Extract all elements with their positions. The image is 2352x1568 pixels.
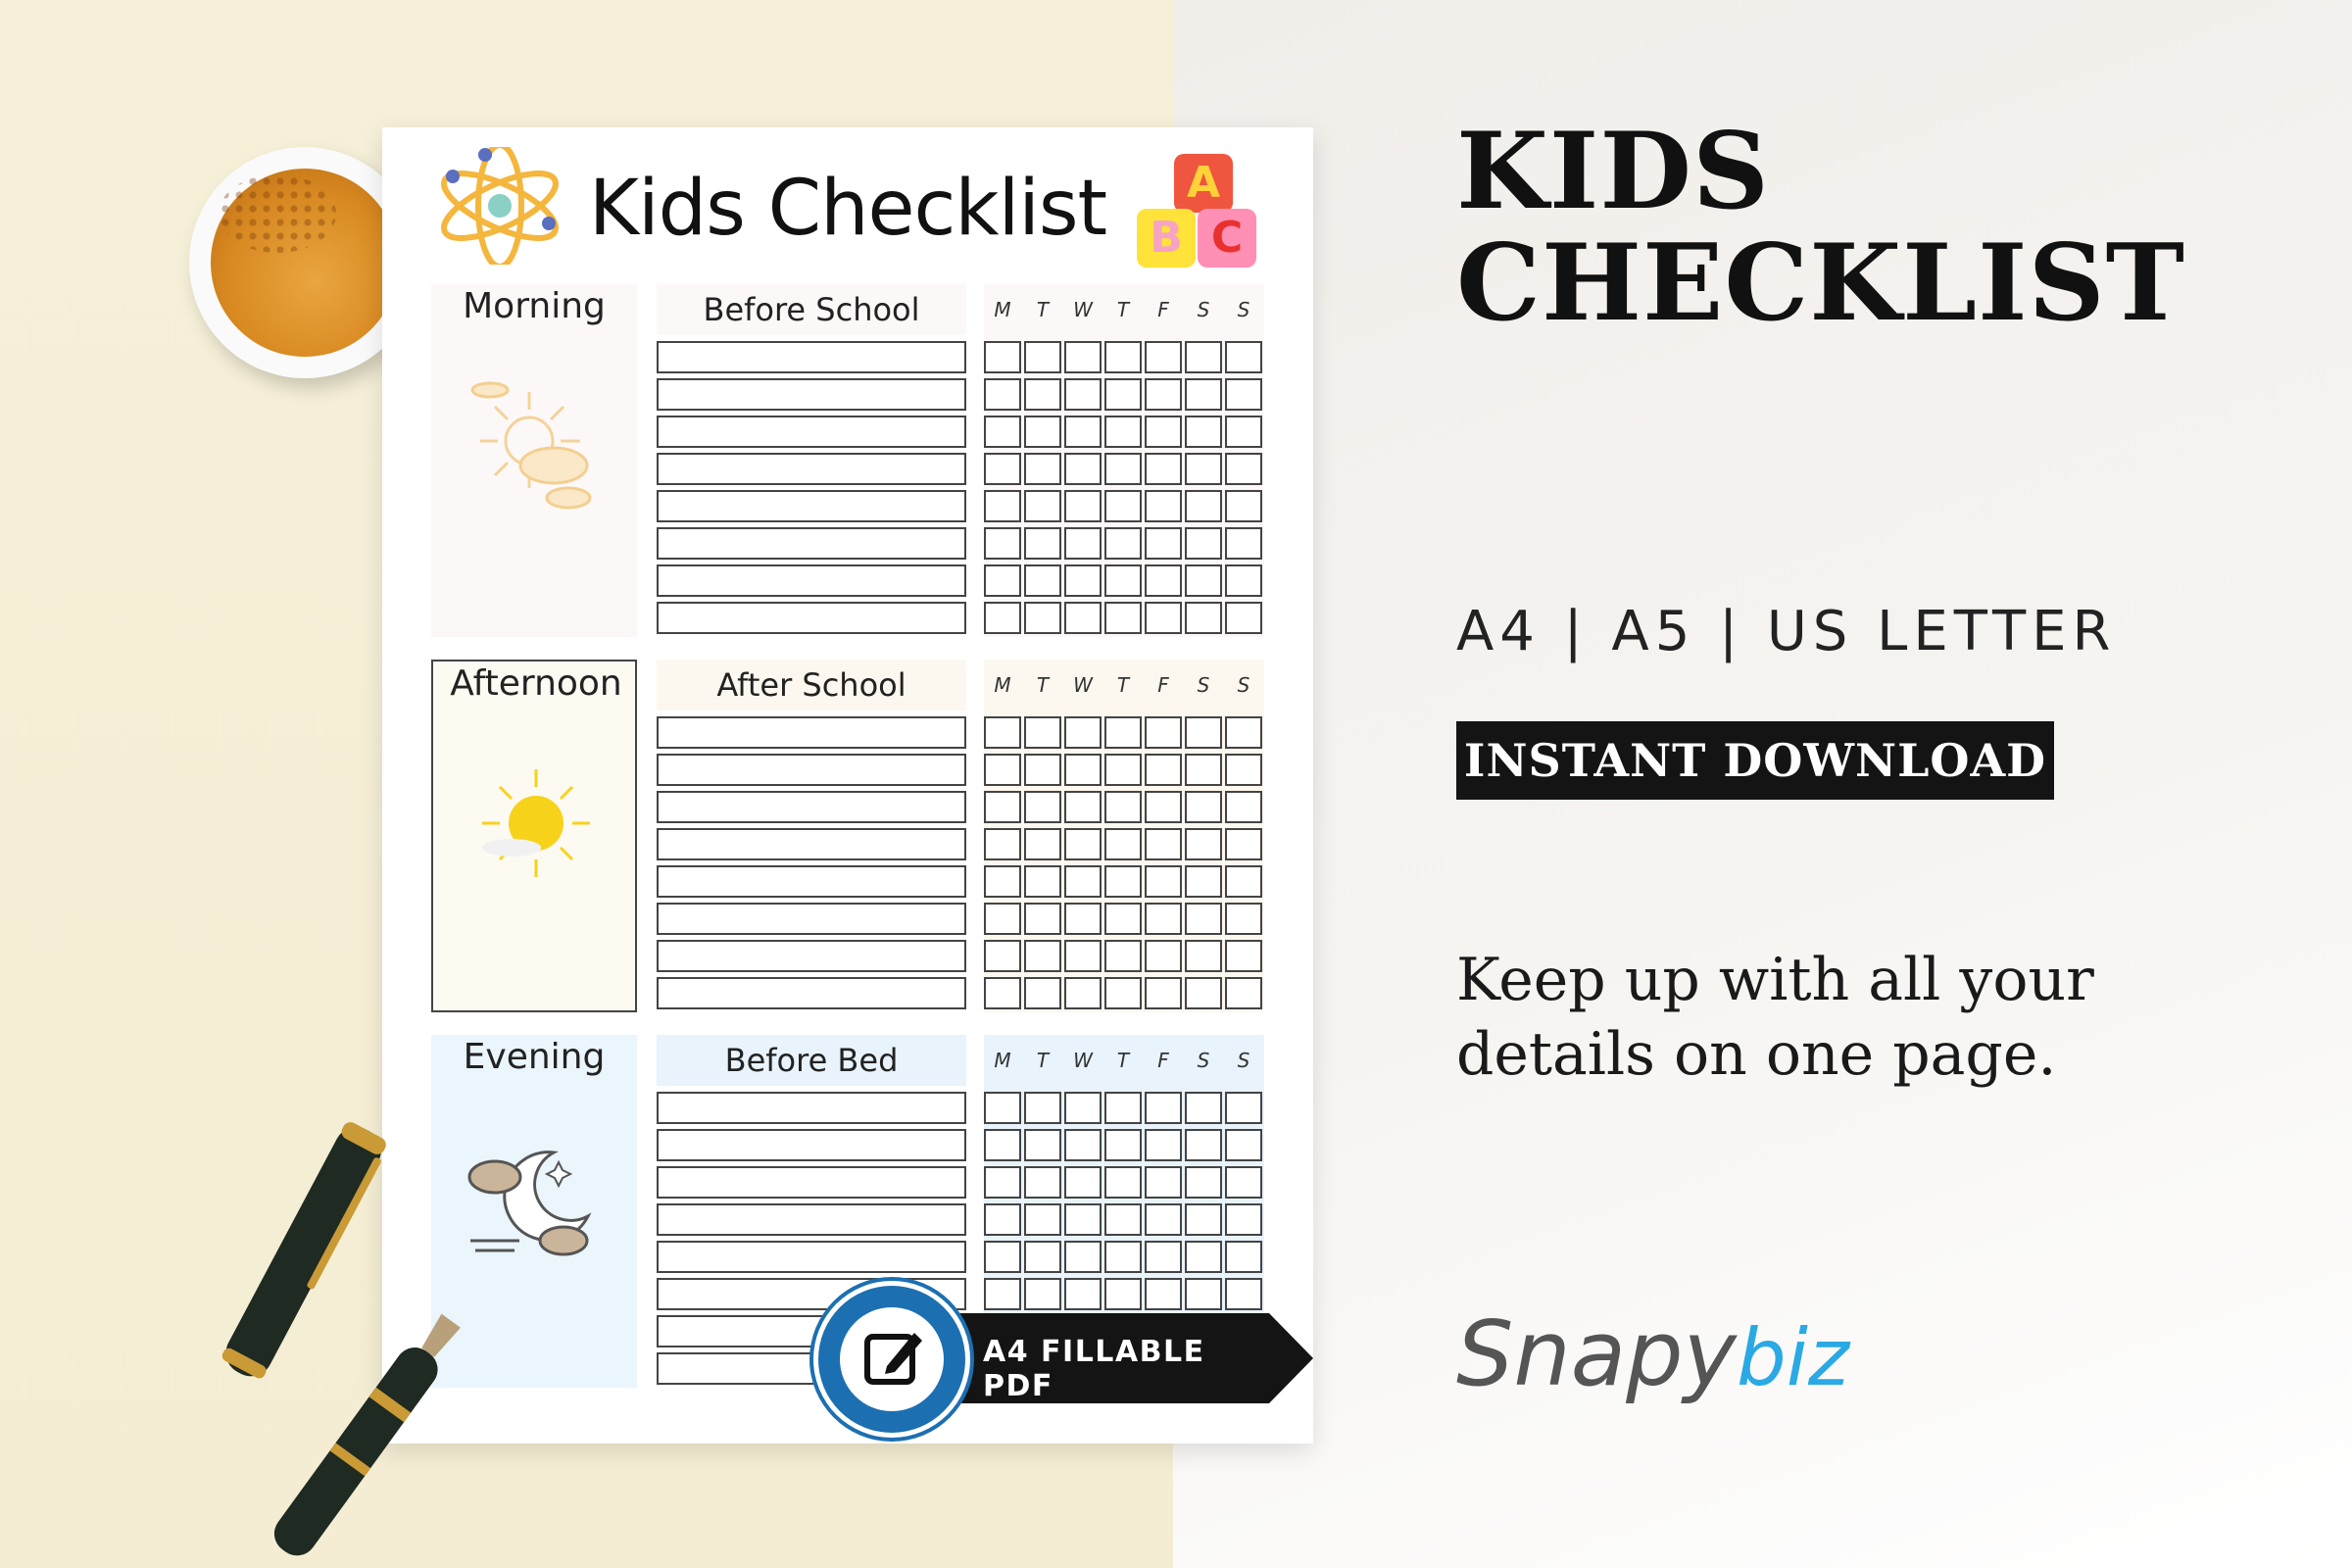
task-column-header: After School	[657, 660, 966, 710]
day-checkbox[interactable]	[1024, 1129, 1061, 1161]
day-checkbox[interactable]	[1104, 564, 1142, 597]
day-checkbox[interactable]	[1185, 754, 1222, 786]
day-checkbox[interactable]	[1024, 341, 1061, 373]
day-checkbox[interactable]	[1145, 1166, 1182, 1199]
day-checkbox[interactable]	[1064, 341, 1102, 373]
day-checkbox[interactable]	[1064, 940, 1102, 972]
day-checkbox[interactable]	[1145, 490, 1182, 522]
day-checkbox[interactable]	[1064, 903, 1102, 935]
day-checkbox[interactable]	[1064, 1166, 1102, 1199]
day-checkbox[interactable]	[984, 378, 1021, 411]
day-checkbox[interactable]	[1145, 791, 1182, 823]
day-checkbox[interactable]	[1145, 716, 1182, 749]
day-checkbox[interactable]	[1024, 1166, 1061, 1199]
day-checkbox[interactable]	[1225, 940, 1262, 972]
sun-clouds-icon	[461, 372, 608, 519]
day-checkbox[interactable]	[1024, 1278, 1061, 1310]
day-header: T	[1116, 673, 1130, 697]
day-checkbox[interactable]	[1145, 378, 1182, 411]
day-checkbox[interactable]	[1024, 754, 1061, 786]
day-checkbox-grid	[984, 284, 1264, 637]
section-label-panel	[431, 660, 637, 1012]
day-checkbox[interactable]	[1225, 490, 1262, 522]
day-checkbox[interactable]	[1064, 1203, 1102, 1236]
day-checkbox[interactable]	[1145, 754, 1182, 786]
badge-seal-inner	[840, 1307, 944, 1411]
day-checkbox[interactable]	[1104, 453, 1142, 485]
day-checkbox[interactable]	[984, 1166, 1021, 1199]
day-header: F	[1157, 298, 1169, 321]
day-checkbox[interactable]	[1145, 453, 1182, 485]
day-checkbox[interactable]	[1064, 977, 1102, 1009]
day-checkbox[interactable]	[1064, 1129, 1102, 1161]
abc-blocks-icon	[1137, 152, 1264, 270]
day-header: S	[1197, 673, 1210, 697]
task-field[interactable]	[657, 453, 966, 485]
day-checkbox[interactable]	[1225, 527, 1262, 560]
day-checkbox[interactable]	[984, 490, 1021, 522]
day-header: S	[1197, 298, 1210, 321]
day-header: M	[994, 298, 1011, 321]
day-checkbox[interactable]	[1185, 490, 1222, 522]
day-header: W	[1073, 1049, 1093, 1072]
task-field[interactable]	[657, 828, 966, 860]
task-field[interactable]	[657, 1129, 966, 1161]
day-checkbox[interactable]	[1104, 527, 1142, 560]
task-field[interactable]	[657, 940, 966, 972]
day-checkbox[interactable]	[1104, 791, 1142, 823]
day-checkbox[interactable]	[1104, 1278, 1142, 1310]
day-checkbox[interactable]	[1104, 828, 1142, 860]
day-checkbox[interactable]	[1225, 378, 1262, 411]
day-checkbox[interactable]	[1225, 341, 1262, 373]
day-checkbox[interactable]	[1145, 341, 1182, 373]
day-checkbox[interactable]	[1104, 903, 1142, 935]
task-field[interactable]	[657, 865, 966, 898]
day-checkbox[interactable]	[1145, 977, 1182, 1009]
block-a: A	[1174, 154, 1233, 213]
day-checkbox[interactable]	[1104, 490, 1142, 522]
day-checkbox[interactable]	[984, 828, 1021, 860]
sun-icon	[463, 750, 610, 897]
task-column	[657, 660, 966, 1012]
day-checkbox[interactable]	[1185, 865, 1222, 898]
day-checkbox[interactable]	[984, 903, 1021, 935]
checklist-document	[382, 127, 1313, 1444]
day-checkbox[interactable]	[1185, 602, 1222, 634]
task-field[interactable]	[657, 977, 966, 1009]
tagline	[1456, 943, 2201, 1092]
day-checkbox[interactable]	[1225, 416, 1262, 448]
day-checkbox[interactable]	[1024, 903, 1061, 935]
moon-clouds-icon	[461, 1123, 608, 1270]
task-field[interactable]	[657, 564, 966, 597]
day-checkbox[interactable]	[1145, 1092, 1182, 1124]
day-checkbox[interactable]	[1104, 1241, 1142, 1273]
day-checkbox[interactable]	[984, 754, 1021, 786]
day-checkbox[interactable]	[1024, 977, 1061, 1009]
day-checkbox[interactable]	[1185, 791, 1222, 823]
day-checkbox[interactable]	[1024, 865, 1061, 898]
fillable-pdf-label: A4 FILLABLE PDF	[983, 1335, 1205, 1403]
section-label: Evening	[463, 1037, 606, 1077]
task-field[interactable]	[657, 754, 966, 786]
task-field[interactable]	[657, 1166, 966, 1199]
day-checkbox[interactable]	[1145, 602, 1182, 634]
task-field[interactable]	[657, 1241, 966, 1273]
day-checkbox[interactable]	[1024, 1203, 1061, 1236]
day-checkbox[interactable]	[984, 1092, 1021, 1124]
day-checkbox[interactable]	[1185, 341, 1222, 373]
day-checkbox[interactable]	[1145, 527, 1182, 560]
section-label: Afternoon	[450, 663, 622, 704]
day-checkbox[interactable]	[1064, 378, 1102, 411]
day-checkbox[interactable]	[1024, 564, 1061, 597]
day-header: M	[994, 1049, 1011, 1072]
day-checkbox[interactable]	[1185, 940, 1222, 972]
day-checkbox[interactable]	[1225, 716, 1262, 749]
brand-main: Snapy	[1456, 1301, 1737, 1406]
day-checkbox[interactable]	[1064, 1278, 1102, 1310]
day-checkbox[interactable]	[984, 416, 1021, 448]
task-field[interactable]	[657, 527, 966, 560]
day-checkbox[interactable]	[984, 940, 1021, 972]
hero-title	[1456, 110, 2240, 345]
day-checkbox[interactable]	[1225, 453, 1262, 485]
day-checkbox[interactable]	[1225, 1203, 1262, 1236]
day-checkbox[interactable]	[1225, 564, 1262, 597]
day-checkbox[interactable]	[1225, 1241, 1262, 1273]
day-checkbox[interactable]	[1185, 416, 1222, 448]
day-checkbox[interactable]	[1024, 602, 1061, 634]
day-checkbox[interactable]	[1145, 828, 1182, 860]
day-checkbox[interactable]	[984, 865, 1021, 898]
document-title: Kids Checklist	[588, 165, 1107, 253]
day-checkbox[interactable]	[1145, 1241, 1182, 1273]
day-checkbox[interactable]	[1145, 865, 1182, 898]
day-checkbox[interactable]	[1064, 1241, 1102, 1273]
day-checkbox[interactable]	[1024, 828, 1061, 860]
day-checkbox[interactable]	[1064, 716, 1102, 749]
day-checkbox[interactable]	[1024, 940, 1061, 972]
block-b: B	[1137, 209, 1196, 268]
day-header: T	[1036, 1049, 1050, 1072]
day-checkbox[interactable]	[1185, 564, 1222, 597]
task-column	[657, 284, 966, 637]
pen-icon	[220, 1294, 514, 1568]
day-checkbox[interactable]	[1185, 378, 1222, 411]
day-checkbox[interactable]	[1185, 977, 1222, 1009]
day-checkbox[interactable]	[1225, 754, 1262, 786]
day-header: T	[1036, 673, 1050, 697]
day-checkbox[interactable]	[1024, 716, 1061, 749]
day-checkbox[interactable]	[1104, 754, 1142, 786]
day-checkbox[interactable]	[1064, 754, 1102, 786]
task-field[interactable]	[657, 903, 966, 935]
day-checkbox[interactable]	[1104, 1129, 1142, 1161]
day-checkbox[interactable]	[1104, 602, 1142, 634]
day-checkbox[interactable]	[1024, 416, 1061, 448]
day-checkbox[interactable]	[1225, 903, 1262, 935]
day-checkbox[interactable]	[1024, 527, 1061, 560]
task-field[interactable]	[657, 1092, 966, 1124]
badge-seal	[818, 1286, 965, 1433]
day-checkbox[interactable]	[1185, 527, 1222, 560]
day-checkbox[interactable]	[984, 602, 1021, 634]
instant-download-button[interactable]: INSTANT DOWNLOAD	[1456, 721, 2054, 800]
section-morning	[431, 284, 1264, 637]
day-checkbox[interactable]	[1064, 828, 1102, 860]
paper-formats: A4 | A5 | US LETTER	[1456, 600, 2117, 663]
edit-icon	[840, 1307, 944, 1411]
day-header: F	[1157, 1049, 1169, 1072]
day-header: W	[1073, 673, 1093, 697]
day-checkbox[interactable]	[1225, 1092, 1262, 1124]
tagline-line2: details on one page.	[1456, 1020, 2057, 1089]
day-checkbox[interactable]	[1064, 865, 1102, 898]
day-checkbox[interactable]	[984, 1278, 1021, 1310]
day-checkbox[interactable]	[1145, 903, 1182, 935]
day-checkbox[interactable]	[1064, 564, 1102, 597]
day-checkbox[interactable]	[1185, 1241, 1222, 1273]
day-checkbox[interactable]	[1024, 378, 1061, 411]
day-checkbox[interactable]	[1104, 1203, 1142, 1236]
day-header: F	[1157, 673, 1169, 697]
day-checkbox[interactable]	[1225, 1129, 1262, 1161]
day-header: T	[1036, 298, 1050, 321]
day-checkbox[interactable]	[1185, 903, 1222, 935]
day-checkbox[interactable]	[1104, 1166, 1142, 1199]
day-checkbox[interactable]	[1185, 716, 1222, 749]
day-checkbox[interactable]	[1064, 791, 1102, 823]
day-header: S	[1237, 673, 1250, 697]
day-header: M	[994, 673, 1011, 697]
section-afternoon	[431, 660, 1264, 1012]
day-checkbox[interactable]	[984, 1129, 1021, 1161]
day-header: W	[1073, 298, 1093, 321]
day-header: S	[1237, 1049, 1250, 1072]
day-checkbox[interactable]	[1185, 828, 1222, 860]
day-checkbox[interactable]	[1185, 1278, 1222, 1310]
task-column-header: Before Bed	[657, 1035, 966, 1086]
task-field[interactable]	[657, 378, 966, 411]
day-checkbox[interactable]	[1104, 416, 1142, 448]
day-checkbox[interactable]	[1145, 940, 1182, 972]
task-field[interactable]	[657, 716, 966, 749]
day-checkbox[interactable]	[984, 716, 1021, 749]
day-checkbox[interactable]	[1104, 1092, 1142, 1124]
task-field[interactable]	[657, 1203, 966, 1236]
day-checkbox[interactable]	[1104, 341, 1142, 373]
day-checkbox[interactable]	[1145, 1278, 1182, 1310]
day-header: S	[1237, 298, 1250, 321]
day-checkbox[interactable]	[1104, 378, 1142, 411]
day-checkbox[interactable]	[984, 564, 1021, 597]
day-checkbox[interactable]	[1225, 1278, 1262, 1310]
day-header: T	[1116, 1049, 1130, 1072]
brand-accent: biz	[1736, 1312, 1849, 1403]
day-checkbox[interactable]	[1225, 602, 1262, 634]
day-checkbox[interactable]	[1185, 1129, 1222, 1161]
day-checkbox[interactable]	[984, 453, 1021, 485]
task-field[interactable]	[657, 791, 966, 823]
day-checkbox[interactable]	[1024, 1241, 1061, 1273]
day-checkbox[interactable]	[1104, 865, 1142, 898]
day-checkbox[interactable]	[984, 527, 1021, 560]
day-checkbox[interactable]	[1225, 1166, 1262, 1199]
section-label: Morning	[463, 286, 606, 326]
day-checkbox[interactable]	[984, 791, 1021, 823]
task-field[interactable]	[657, 416, 966, 448]
brand-logo	[1456, 1301, 2044, 1406]
day-checkbox[interactable]	[1064, 602, 1102, 634]
day-checkbox[interactable]	[984, 1241, 1021, 1273]
hero-title-line2: CHECKLIST	[1456, 221, 2185, 345]
day-checkbox[interactable]	[1185, 453, 1222, 485]
day-checkbox[interactable]	[1064, 1092, 1102, 1124]
day-checkbox[interactable]	[1145, 1129, 1182, 1161]
coffee-foam	[219, 174, 336, 253]
day-checkbox[interactable]	[1064, 416, 1102, 448]
day-checkbox[interactable]	[1185, 1203, 1222, 1236]
section-label-panel	[431, 284, 637, 637]
day-checkbox[interactable]	[1024, 1092, 1061, 1124]
day-checkbox[interactable]	[984, 341, 1021, 373]
day-checkbox[interactable]	[1064, 527, 1102, 560]
day-checkbox[interactable]	[1145, 1203, 1182, 1236]
day-checkbox[interactable]	[1104, 716, 1142, 749]
day-checkbox[interactable]	[1064, 490, 1102, 522]
task-column-header: Before School	[657, 284, 966, 335]
day-checkbox[interactable]	[1185, 1092, 1222, 1124]
day-checkbox[interactable]	[984, 1203, 1021, 1236]
day-checkbox[interactable]	[1225, 865, 1262, 898]
task-field[interactable]	[657, 490, 966, 522]
day-checkbox[interactable]	[1225, 791, 1262, 823]
day-checkbox[interactable]	[1024, 453, 1061, 485]
day-checkbox[interactable]	[1024, 791, 1061, 823]
hero-title-line1: KIDS	[1456, 110, 1771, 233]
day-header: T	[1116, 298, 1130, 321]
day-checkbox[interactable]	[1225, 828, 1262, 860]
day-checkbox[interactable]	[1185, 1166, 1222, 1199]
block-c: C	[1198, 209, 1256, 268]
day-checkbox[interactable]	[1064, 453, 1102, 485]
day-checkbox-grid	[984, 660, 1264, 1012]
tagline-line1: Keep up with all your	[1456, 946, 2094, 1014]
day-checkbox[interactable]	[1024, 490, 1061, 522]
day-checkbox[interactable]	[1225, 977, 1262, 1009]
task-field[interactable]	[657, 602, 966, 634]
day-checkbox[interactable]	[1104, 940, 1142, 972]
task-field[interactable]	[657, 341, 966, 373]
day-checkbox[interactable]	[1145, 564, 1182, 597]
day-checkbox[interactable]	[984, 977, 1021, 1009]
day-checkbox[interactable]	[1104, 977, 1142, 1009]
day-header: S	[1197, 1049, 1210, 1072]
day-checkbox[interactable]	[1145, 416, 1182, 448]
